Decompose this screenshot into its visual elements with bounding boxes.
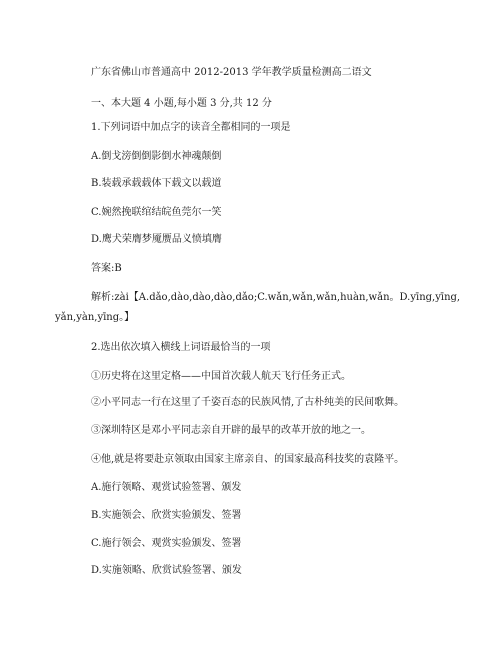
question-2-sentence-1: ①历史将在这里定格——中国首次载人航天飞行任务正式。 [91,371,351,382]
question-1-option-c: C.婉然挽联绾结皖鱼莞尔一笑 [91,207,222,218]
question-1-option-a: A.倒戈滂倒倒影倒水神魂颠倒 [91,151,222,162]
document-title: 广东省佛山市普通高中 2012-2013 学年教学质量检测高二语文 [91,67,372,78]
question-1-explanation-continued: yǎn,yàn,yīng。】 [55,312,135,323]
question-2-sentence-2: ②小平同志一行在这里了千姿百态的民族风情,了古朴纯美的民间歌舞。 [91,397,405,408]
question-1-stem: 1.下列词语中加点字的读音全都相同的一项是 [91,122,291,133]
question-1-explanation: 解析:zài【A.dǎo,dào,dào,dào,dǎo;C.wǎn,wǎn,wǎn,huàn,wǎn。D.yīng,yīng, [91,292,461,303]
question-2-option-d: D.实施领略、欣赏试验签署、颁发 [91,565,242,576]
question-2-sentence-4: ④他,就是将要赴京领取由国家主席亲自、的国家最高科技奖的袁隆平。 [91,454,405,465]
question-2-stem: 2.选出依次填入横线上词语最恰当的一项 [91,342,271,353]
question-2-option-c: C.施行领会、观赏实验颁发、签署 [91,538,242,549]
question-2-option-b: B.实施领会、欣赏实验颁发、签署 [91,510,242,521]
section-heading: 一、本大题 4 小题,每小题 3 分,共 12 分 [91,98,272,109]
question-1-option-b: B.装载承载载体下载文以载道 [91,178,222,189]
question-1-option-d: D.鹰犬荣膺梦魇赝品义愤填膺 [91,234,222,245]
question-2-option-a: A.施行领略、观赏试验签署、颁发 [91,482,242,493]
question-1-answer: 答案:B [91,263,122,274]
question-2-sentence-3: ③深圳特区是邓小平同志亲自开辟的最早的改革开放的地之一。 [91,425,371,436]
